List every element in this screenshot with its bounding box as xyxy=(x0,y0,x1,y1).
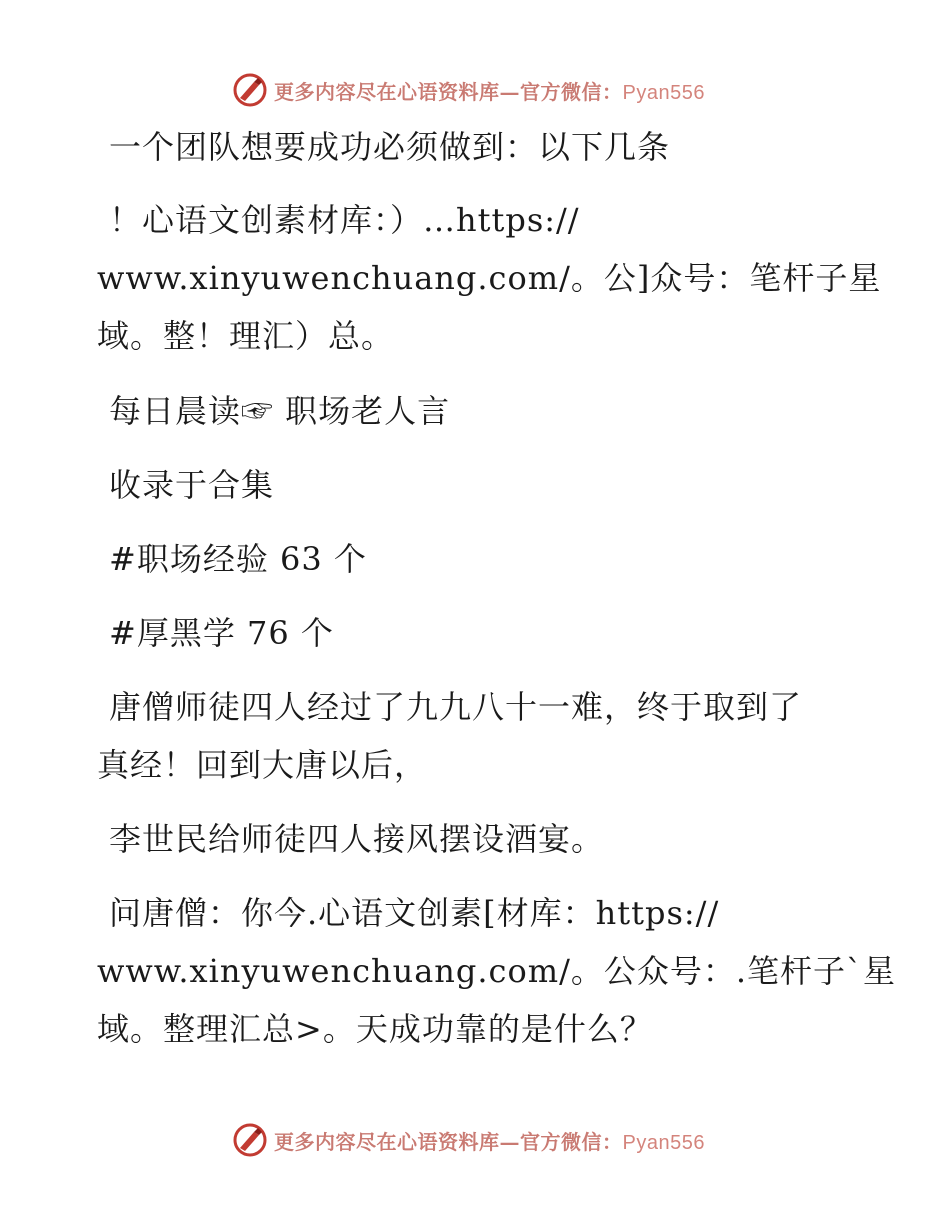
paragraph-line: 真经！回到大唐以后， xyxy=(97,746,428,784)
paragraph-line: www.xinyuwenchuang.com/。公众号：.笔杆子`星 xyxy=(97,952,897,990)
banner-text: 更多内容尽在心语资料库—官方微信： xyxy=(274,79,623,104)
paragraph-line: 域。整理汇总>。天成功靠的是什么？ xyxy=(97,1010,653,1048)
paragraph-line: 李世民给师徒四人接风摆设酒宴。 xyxy=(109,820,605,858)
pen-logo-icon xyxy=(232,72,268,108)
paragraph-line: 问唐僧：你今.心语文创素[材库：https:// xyxy=(109,894,720,932)
banner-wechat-id: Pyan556 xyxy=(622,1131,705,1154)
paragraph-line: www.xinyuwenchuang.com/。公]众号：笔杆子星 xyxy=(97,259,882,297)
paragraph-line: #厚黑学 76 个 xyxy=(109,614,334,652)
banner-text: 更多内容尽在心语资料库—官方微信： xyxy=(274,1129,623,1154)
paragraph-line: 一个团队想要成功必须做到：以下几条 xyxy=(109,128,671,166)
paragraph-line: 唐僧师徒四人经过了九九八十一难，终于取到了 xyxy=(109,688,803,726)
paragraph-line: ！心语文创素材库：）…https:// xyxy=(109,201,580,239)
paragraph-line: 收录于合集 xyxy=(109,466,275,504)
paragraph-line: 域。整！理汇）总。 xyxy=(97,317,395,355)
paragraph-line: 每日晨读☞ 职场老人言 xyxy=(109,392,451,430)
paragraph-line: #职场经验 63 个 xyxy=(109,540,367,578)
pen-logo-icon xyxy=(232,1122,268,1158)
banner-wechat-id: Pyan556 xyxy=(622,81,705,104)
footer-watermark-banner xyxy=(232,1120,705,1160)
header-watermark-banner xyxy=(232,70,705,110)
